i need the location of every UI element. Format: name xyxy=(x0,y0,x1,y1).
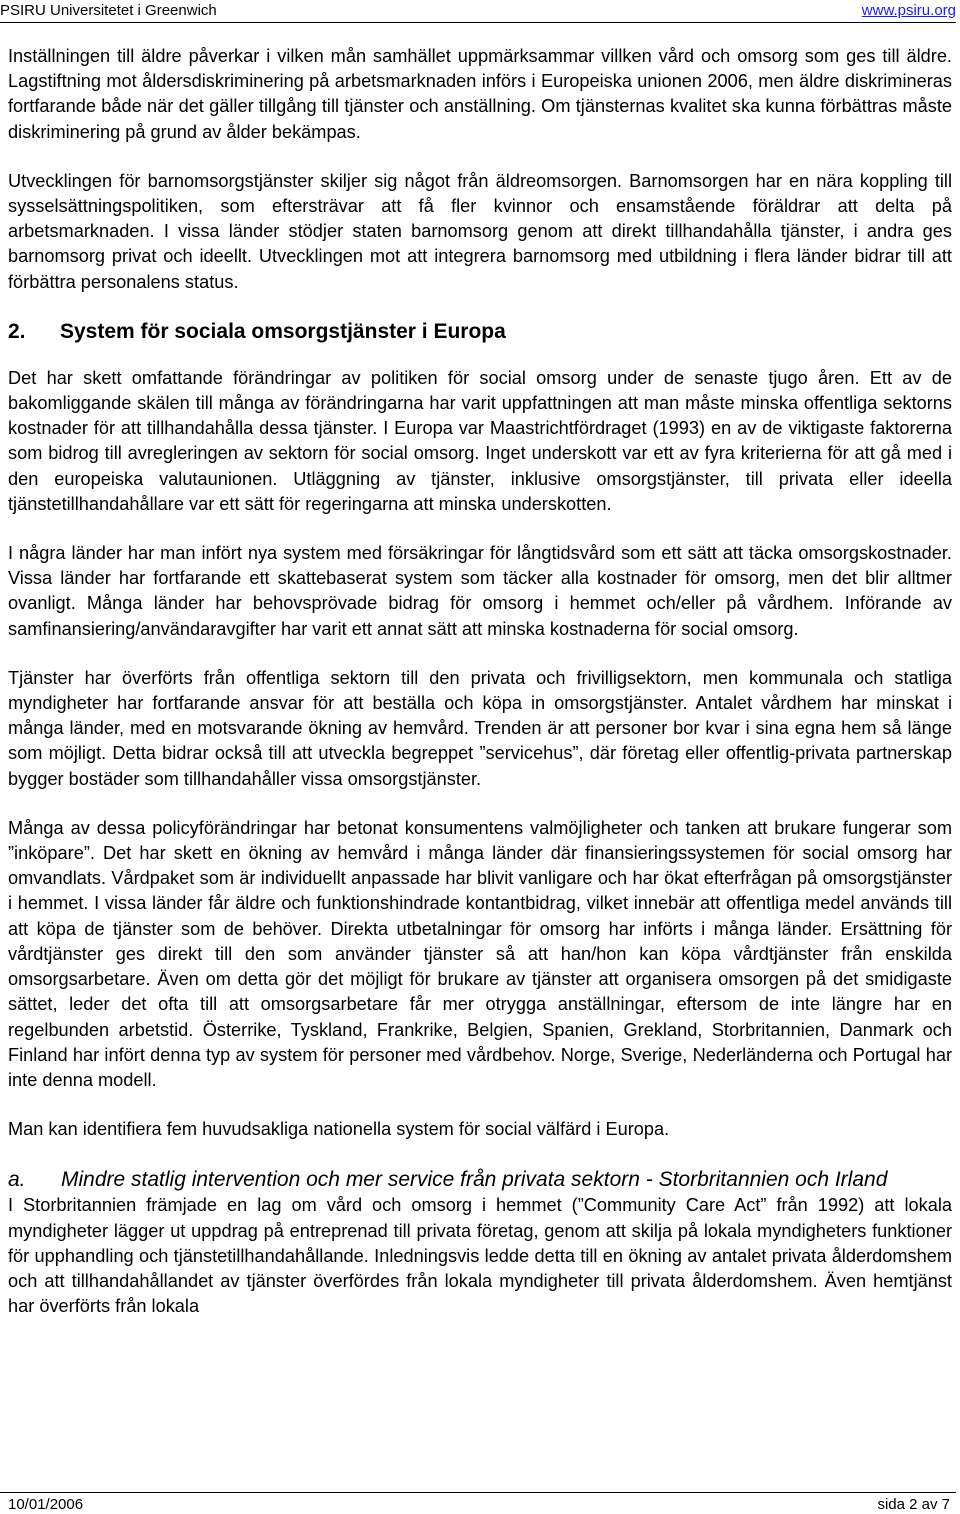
section-number: 2. xyxy=(8,319,26,343)
page-footer xyxy=(0,1492,956,1512)
paragraph-policy-changes: Det har skett omfattande förändringar av politiken för social omsorg under de senaste tjugo åren. Ett av de bakomliggande skälen till många av förändringarna har varit uppfattningen att man måste minska offentliga sektorns kostnader för att tillhandahålla dessa tjänster. I Europa var Maastrichtfördraget (1993) en av de viktigaste faktorerna som bidrog till avregleringen av sektorn för social omsorg. Inget underskott var ett av fyra kriterierna för att gå med i den europeiska valutaunionen. Utläggning av tjänster, inklusive omsorgstjänster, till privata eller ideella tjänstetillhandahållare var ett sätt för regeringarna att minska underskotten. xyxy=(8,367,952,514)
paragraph-consumer-choice: Många av dessa policyförändringar har betonat konsumentens valmöjligheter och tanken att brukare fungerar som ”inköpare”. Det har skett en ökning av hemvård i många länder där finansieringssystemen för social omsorg har omvandlats. Vårdpaket som är individuellt anpassade har blivit vanligare och har ökat efterfrågan på omsorgstjänster i hemmet. I vissa länder får äldre och funktionshindrade kontantbidrag, vilket innebär att offentliga medel används till att köpa de tjänster som de behöver. Direkta utbetalningar för omsorg har införts i många länder. Ersättning för vårdtjänster ges direkt till den som använder tjänster så att han/hon kan köpa vårdtjänster från enskilda omsorgsarbetare. Även om detta gör det möjligt för brukare av tjänster att organisera omsorgen på det smidigaste sättet, leder det ofta till att omsorgsarbetare får mer otrygga anställningar, eftersom de inte längre har en regelbunden arbetstid. Österrike, Tyskland, Frankrike, Belgien, Spanien, Grekland, Storbritannien, Danmark och Finland har infört denna typ av system för personer med vårdbehov. Norge, Sverige, Nederländerna och Portugal har inte denna modell. xyxy=(8,817,952,1090)
header-organization: PSIRU Universitetet i Greenwich xyxy=(0,2,217,19)
paragraph-five-systems: Man kan identifiera fem huvudsakliga nationella system för social välfärd i Europa. xyxy=(8,1119,670,1140)
footer-page-number: sida 2 av 7 xyxy=(877,1496,950,1513)
section-title: System för sociala omsorgstjänster i Europa xyxy=(60,319,506,343)
page-header xyxy=(0,0,956,23)
subsection-heading xyxy=(8,1166,952,1193)
paragraph-insurance: I några länder har man infört nya system med försäkringar för långtidsvård som ett sätt att täcka omsorgskostnader. Vissa länder har fortfarande ett skattebaserat system som täcker alla kostnader för omsorg, men det blir alltmer ovanligt. Många länder har behovsprövade bidrag för omsorg i hemmet och/eller på vårdhem. Införande av samfinansiering/användaravgifter har varit ett annat sätt att minska kostnaderna för social omsorg. xyxy=(8,543,952,639)
footer-date: 10/01/2006 xyxy=(8,1496,84,1513)
subsection-letter: a. xyxy=(8,1168,26,1192)
paragraph-uk: I Storbritannien främjade en lag om vård och omsorg i hemmet (”Community Care Act” från 1992) att lokala myndigheter lägger ut uppdrag på entreprenad till privata företag, genom att skilja på lokala myndigheters funktioner för upphandling och tjänstetillhandahållande. Inledningsvis ledde detta till en ökning av antalet privata ålderdomshem och att tillhandahållandet av tjänster överfördes från lokala myndigheter till privata ålderdomshem. Även hemtjänst har överförts från lokala xyxy=(8,1195,952,1317)
section-heading xyxy=(8,319,952,345)
paragraph-attitudes: Inställningen till äldre påverkar i vilken mån samhället uppmärksammar villken vård och omsorg som ges till äldre. Lagstiftning mot åldersdiskriminering på arbetsmarknaden införs i Europeiska unionen 2006, men äldre diskrimineras fortfarande både när det gäller tillgång till tjänster och anställning. Om tjänsternas kvalitet ska kunna förbättras måste diskriminering på grund av ålder bekämpas. xyxy=(8,46,952,142)
paragraph-privatisation: Tjänster har överförts från offentliga sektorn till den privata och frivilligsektorn, men kommunala och statliga myndigheter har fortfarande ansvar för att beställa och köpa in omsorgstjänster. Antalet vårdhem har minskat i många länder, med en motsvarande ökning av hemvård. Trenden är att personer bor kvar i sina egna hem så länge som möjligt. Detta bidrar också till att utveckla begreppet ”servicehus”, där företag eller offentlig-privata partnerskap bygger bostäder som tillhandahåller vissa omsorgstjänster. xyxy=(8,667,952,789)
subsection-title: Mindre statlig intervention och mer service från privata sektorn - Storbritannien och Irland xyxy=(61,1168,888,1192)
document-body xyxy=(8,44,952,1319)
paragraph-childcare: Utvecklingen för barnomsorgstjänster skiljer sig något från äldreomsorgen. Barnomsorgen har en nära koppling till sysselsättningspolitiken, som eftersträvar att få fler kvinnor och ensamstående föräldrar att delta på arbetsmarknaden. I vissa länder stödjer staten barnomsorg genom att direkt tillhandahålla tjänster, i andra ges barnomsorg privat och ideellt. Utvecklingen mot att integrera barnomsorg med utbildning i flera länder bidrar till att förbättra personalens status. xyxy=(8,170,952,292)
header-website-link[interactable]: www.psiru.org xyxy=(861,2,956,19)
